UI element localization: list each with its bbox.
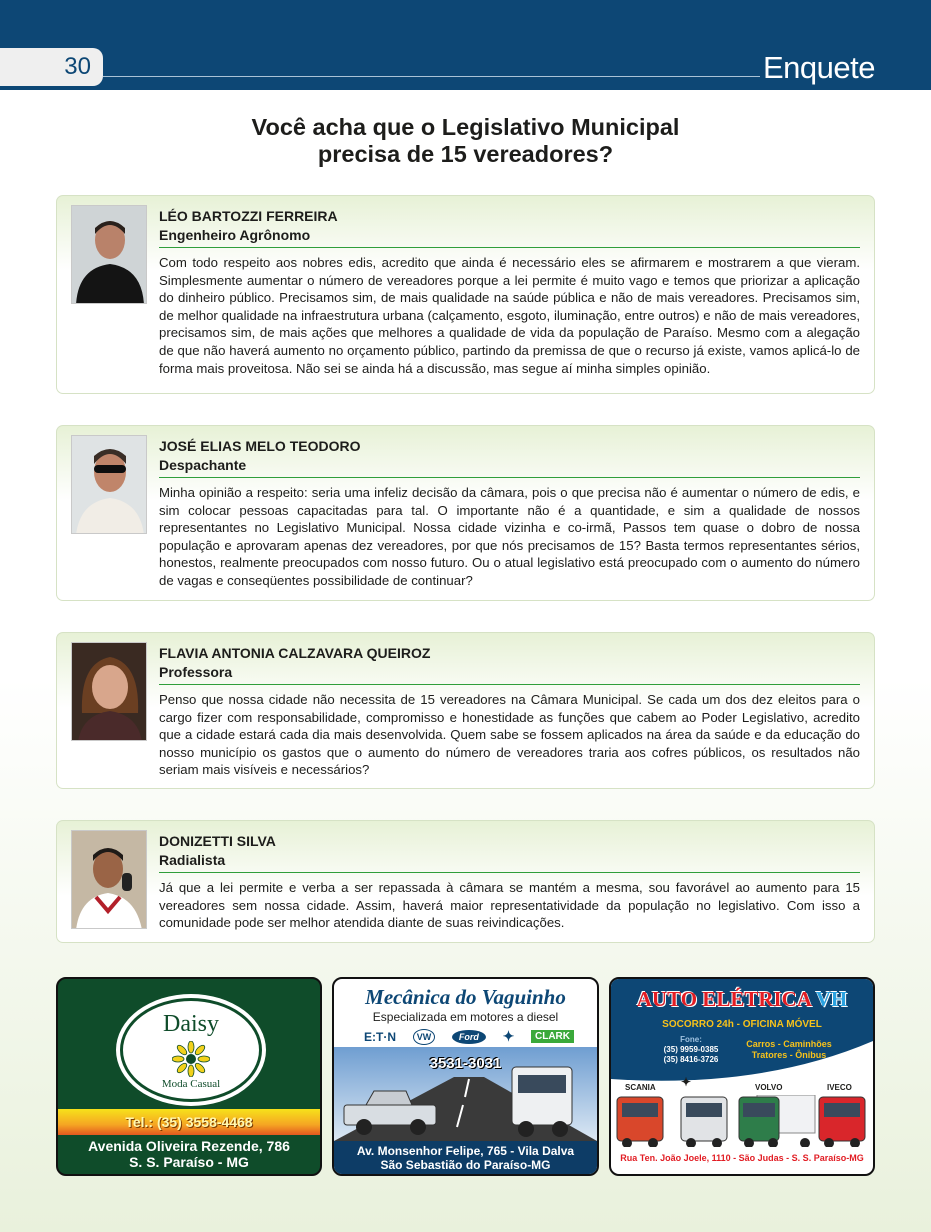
phone-2: (35) 8416-3726 — [663, 1055, 719, 1064]
respondent-name-3: FLAVIA ANTONIA CALZAVARA QUEIROZ — [159, 645, 431, 661]
response-card-2 — [56, 425, 875, 601]
fone-label: Fone: — [680, 1035, 702, 1044]
card-divider-1 — [159, 247, 860, 248]
scania-brand: SCANIA — [625, 1083, 656, 1092]
respondent-role-4: Radialista — [159, 852, 226, 868]
daisy-address-line-2: S. S. Paraíso - MG — [129, 1154, 249, 1170]
respondent-role-2: Despachante — [159, 457, 247, 473]
daisy-address-line-1: Avenida Oliveira Rezende, 786 — [88, 1138, 290, 1154]
mercedes-logo: ✦ — [502, 1028, 515, 1044]
respondent-role-1: Engenheiro Agrônomo — [159, 227, 311, 243]
portrait-photo-3 — [71, 642, 147, 741]
section-title: Enquete — [763, 50, 875, 85]
daisy-address — [58, 1138, 320, 1170]
auto-eletrica-title-accent: VH — [815, 987, 848, 1011]
ad-auto-eletrica[interactable] — [609, 977, 875, 1176]
phone-1: (35) 9959-0385 — [663, 1045, 719, 1054]
daisy-logo — [120, 998, 262, 1102]
respondent-role-3: Professora — [159, 664, 233, 680]
ad-daisy[interactable] — [56, 977, 322, 1176]
flower-icon — [172, 1041, 210, 1077]
response-text-3: Penso que nossa cidade não necessita de 15 vereadores na Câmara Municipal. Se cada um dos dez eleitos para o cargo fizer com responsabilidade, compromisso e honestidade as funções que cabem ao Poder Legislativo, acredito que a cidade estará cada dia mais desenvolvida. Quem sabe se fossem aplicados na área da saúde e da educação do nosso município os gastos que o aumento do número de vereadores traria aos cofres públicos, os resultados não seriam mais visíveis e necessários? — [159, 692, 860, 778]
card-divider-2 — [159, 477, 860, 478]
trucks-image — [615, 1095, 869, 1147]
auto-eletrica-title-main: AUTO ELÉTRICA — [636, 987, 811, 1011]
response-text-2: Minha opinião a respeito: seria uma infeliz decisão da câmara, pois o que precisa não é aumentar o número de edis, e sim colocar pessoas capacitadas para tal. O importante não é a quantidade, e sim a qualidade de nossos representantes no Legislativo Municipal. Nossa cidade vizinha e co-irmã, Passos tem quase o dobro de nossa população e aprovaram apenas dez vereadores, por que nós precisamos de 15? Basta termos representantes sérios, honestos, realmente preocupados com nosso futuro. Ou o atual legislativo está preocupado com o aumento do número de vagas e conseqüentes possibilidade de continuar? — [159, 485, 860, 588]
portrait-photo-1 — [71, 205, 147, 304]
page-headline — [0, 114, 931, 168]
headline-line-1: Você acha que o Legislativo Municipal — [251, 114, 680, 140]
portrait-photo-2 — [71, 435, 147, 534]
response-card-4 — [56, 820, 875, 943]
mecanica-address-line-1: Av. Monsenhor Felipe, 765 - Vila Dalva — [356, 1144, 575, 1158]
vw-logo: VW — [413, 1029, 436, 1045]
response-card-1 — [56, 195, 875, 394]
daisy-brand-name: Daisy — [163, 1011, 219, 1037]
mercedes-logo: ✦ — [681, 1075, 692, 1089]
response-text-4: Já que a lei permite e verba a ser repassada à câmara se mantém a mesma, sou favorável ao aumento para 15 vereadores sem nossa cidade. Assim, haverá maior representatividade da população no legislativo. Com isso a comunidade pode ser melhor atendida diante de suas reivindicações. — [159, 880, 860, 931]
respondent-name-1: LÉO BARTOZZI FERREIRA — [159, 208, 338, 224]
clark-logo: CLARK — [531, 1030, 574, 1043]
ad-mecanica[interactable] — [332, 977, 599, 1176]
daisy-phone: Tel.: (35) 3558-4468 — [58, 1109, 320, 1135]
response-card-3 — [56, 632, 875, 789]
card-divider-4 — [159, 872, 860, 873]
auto-eletrica-title — [611, 987, 873, 1012]
portrait-photo-4 — [71, 830, 147, 929]
eaton-logo: E:T·N — [364, 1029, 396, 1044]
auto-eletrica-address: Rua Ten. João Joele, 1110 - São Judas - S. S. Paraíso-MG — [620, 1153, 864, 1163]
auto-eletrica-subtitle: SOCORRO 24h - OFICINA MÓVEL — [662, 1019, 822, 1030]
response-text-1: Com todo respeito aos nobres edis, acredito que ainda é necessário eles se afirmarem e mostrarem a que vieram. Simplesmente aumentar o número de vereadores porque a lei permite é muito vago e temos que priorizar a aplicação do dinheiro público. Precisamos sim, de mais qualidade na saúde pública e não de mais vereadores. Precisamos sim, de melhor qualidade na infraestrutura urbana (calçamento, esgoto, iluminação, entre outros) e não de mais vereadores, precisamos sim, de mais ações que melhores a qualidade de vida da população de Paraíso. Mesmo com a alegação de que não haverá aumento no orçamento público, partindo da premissa de que o recurso já existe, vamos aplicá-lo de forma mais proveitosa. Não sei se ainda há a discussão, mas segue aí minha simples opinião. — [159, 255, 860, 376]
mecanica-title: Mecânica do Vaguinho — [365, 985, 566, 1009]
services-line-2: Tratores - Ônibus — [751, 1050, 827, 1060]
page-number: 30 — [0, 48, 103, 86]
mecanica-subtitle: Especializada em motores a diesel — [372, 1010, 559, 1024]
card-divider-3 — [159, 684, 860, 685]
respondent-name-4: DONIZETTI SILVA — [159, 833, 276, 849]
header-rule — [103, 76, 760, 77]
auto-eletrica-phones — [651, 1035, 731, 1065]
respondent-name-2: JOSÉ ELIAS MELO TEODORO — [159, 438, 361, 454]
mecanica-address — [334, 1141, 597, 1174]
mecanica-phone: 3531-3031 — [429, 1055, 502, 1072]
ford-logo: Ford — [452, 1030, 486, 1044]
services-line-1: Carros - Caminhões — [746, 1039, 832, 1049]
mecanica-address-line-2: São Sebastião do Paraíso-MG — [380, 1158, 551, 1172]
daisy-tagline: Moda Casual — [161, 1078, 221, 1090]
auto-eletrica-services — [739, 1039, 839, 1061]
volvo-brand: VOLVO — [755, 1083, 783, 1092]
headline-line-2: precisa de 15 vereadores? — [317, 141, 614, 167]
iveco-brand: IVECO — [827, 1083, 852, 1092]
mecanica-brand-logos — [364, 1028, 574, 1045]
